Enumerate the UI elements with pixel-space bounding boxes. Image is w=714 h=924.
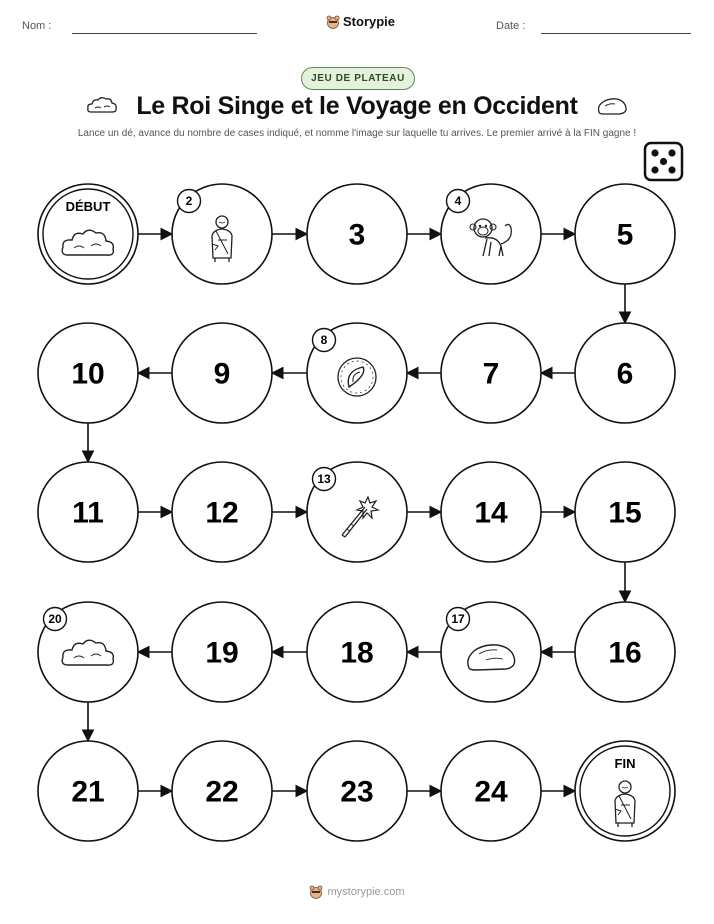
page-title: Le Roi Singe et le Voyage en Occident (136, 92, 578, 120)
board-space (307, 184, 407, 284)
space-number: 19 (205, 636, 239, 670)
space-number: 7 (482, 357, 500, 391)
board-space (38, 741, 138, 841)
space-label: FIN (614, 756, 636, 771)
space-number: 13 (317, 472, 331, 487)
space-number: 20 (48, 612, 62, 627)
space-number: 9 (213, 357, 231, 391)
board-space (441, 323, 541, 423)
storypie-bear-icon (309, 885, 323, 899)
board-space (172, 323, 272, 423)
instructions: Lance un dé, avance du nombre de cases indiqué, et nomme l'image sur laquelle tu arrives. Le premier arrivé à la FIN gagne ! (77, 128, 637, 139)
dice-icon (645, 143, 682, 180)
board-space (441, 462, 541, 562)
board-space (172, 602, 272, 702)
board-space (172, 462, 272, 562)
space-number: 24 (474, 775, 508, 809)
space-number: 22 (205, 775, 239, 809)
space-number: 4 (454, 194, 462, 209)
space-number: 11 (72, 496, 104, 530)
space-number: 16 (608, 636, 642, 670)
board-space (575, 323, 675, 423)
board-space (38, 184, 138, 284)
space-number: 12 (205, 496, 239, 530)
board-space (575, 741, 675, 841)
board-space (441, 741, 541, 841)
board-space (172, 184, 272, 284)
board-space (575, 184, 675, 284)
game-type-badge: JEU DE PLATEAU (301, 67, 415, 90)
footer (0, 885, 714, 899)
space-number: 3 (348, 218, 366, 252)
board-space (441, 184, 541, 284)
space-number: 5 (616, 218, 634, 252)
space-number: 14 (474, 496, 508, 530)
brand-name: Storypie (343, 14, 396, 29)
board-space (172, 741, 272, 841)
board-space (441, 602, 541, 702)
space-number: 8 (320, 333, 328, 348)
board-space (307, 323, 407, 423)
board-space (307, 602, 407, 702)
board-space (38, 323, 138, 423)
space-number: 23 (340, 775, 374, 809)
space-number: 10 (71, 357, 105, 391)
space-number: 21 (71, 775, 105, 809)
space-number: 18 (340, 636, 374, 670)
space-number: 17 (451, 612, 465, 627)
name-label: Nom : (22, 20, 52, 32)
date-label: Date : (496, 20, 526, 32)
space-number: 6 (616, 357, 634, 391)
board-space (38, 462, 138, 562)
space-label: DÉBUT (65, 199, 111, 214)
board-space (38, 602, 138, 702)
board-space (307, 462, 407, 562)
board-space (575, 602, 675, 702)
space-number: 2 (185, 194, 193, 209)
board-space (307, 741, 407, 841)
footer-url: mystorypie.com (327, 886, 405, 898)
space-number: 15 (608, 496, 642, 530)
board-space (575, 462, 675, 562)
